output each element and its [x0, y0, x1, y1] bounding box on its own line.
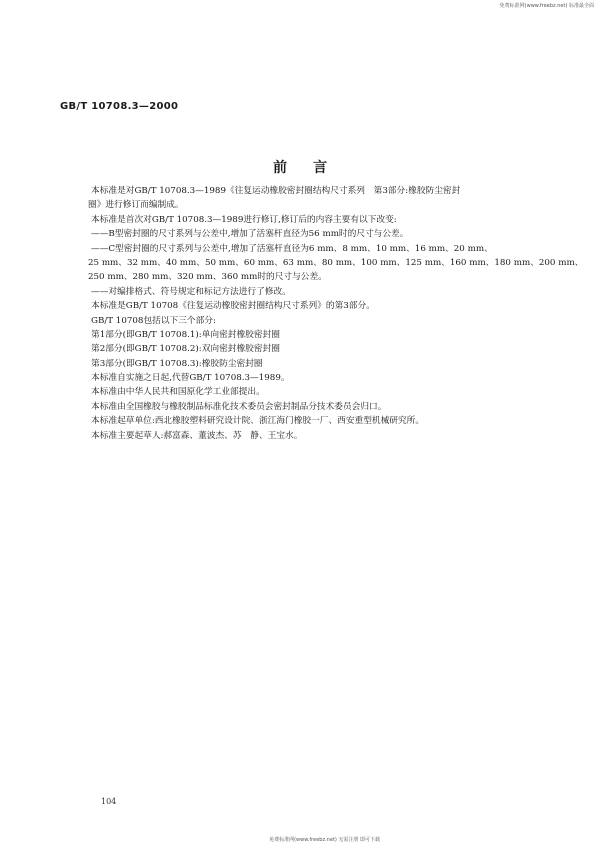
paragraph-line: 第1部分(即GB/T 10708.1):单向密封橡胶密封圈	[91, 329, 280, 340]
paragraph-line: 第3部分(即GB/T 10708.3):橡胶防尘密封圈	[91, 358, 263, 369]
paragraph-line: 本标准由中华人民共和国原化学工业部提出。	[91, 387, 265, 398]
page-number: 104	[101, 797, 117, 806]
paragraph-line: GB/T 10708包括以下三个部分:	[91, 315, 216, 326]
preface-body	[88, 184, 584, 443]
paragraph-line: 本标准起草单位:西北橡胶塑料研究设计院、浙江海门橡胶一厂、西安重型机械研究所。	[91, 416, 425, 427]
paragraph-line: 250 mm、280 mm、320 mm、360 mm时的尺寸与公差。	[88, 272, 327, 283]
paragraph-line: 本标准由全国橡胶与橡胶制品标准化技术委员会密封制品分技术委员会归口。	[91, 401, 387, 412]
paragraph-line: 第2部分(即GB/T 10708.2):双向密封橡胶密封圈	[91, 344, 280, 355]
bottom-watermark: 免费标准网(www.freebz.net) 无需注册 即可下载	[269, 837, 380, 843]
paragraph-line: 本标准主要起草人:郝富森、董波杰、苏 静、王宝水。	[91, 430, 303, 441]
paragraph-line: 本标准是GB/T 10708《往复运动橡胶密封圈结构尺寸系列》的第3部分。	[91, 301, 375, 312]
paragraph-line: ——对编排格式、符号规定和标记方法进行了修改。	[91, 286, 291, 297]
paragraph-line: 圈》进行修订而编制成。	[88, 200, 184, 211]
standard-code-header: GB/T 10708.3—2000	[60, 101, 179, 112]
paragraph-line: ——B型密封圈的尺寸系列与公差中,增加了活塞杆直径为56 mm时的尺寸与公差。	[91, 229, 409, 240]
paragraph-line: 本标准是首次对GB/T 10708.3—1989进行修订,修订后的内容主要有以下改变:	[91, 214, 397, 225]
section-title: 前言	[273, 160, 353, 176]
top-watermark: 免费标准网(www.freebz.net) 标准最全面	[499, 3, 594, 9]
paragraph-line: 本标准是对GB/T 10708.3—1989《往复运动橡胶密封圈结构尺寸系列 第3部分:橡胶防尘密封	[91, 186, 461, 196]
paragraph-line: 25 mm、32 mm、40 mm、50 mm、60 mm、63 mm、80 mm、100 mm、125 mm、160 mm、180 mm、200 mm、	[88, 257, 584, 268]
paragraph-line: ——C型密封圈的尺寸系列与公差中,增加了活塞杆直径为6 mm、8 mm、10 mm、16 mm、20 mm、	[91, 243, 493, 254]
paragraph-line: 本标准自实施之日起,代替GB/T 10708.3—1989。	[91, 373, 290, 384]
